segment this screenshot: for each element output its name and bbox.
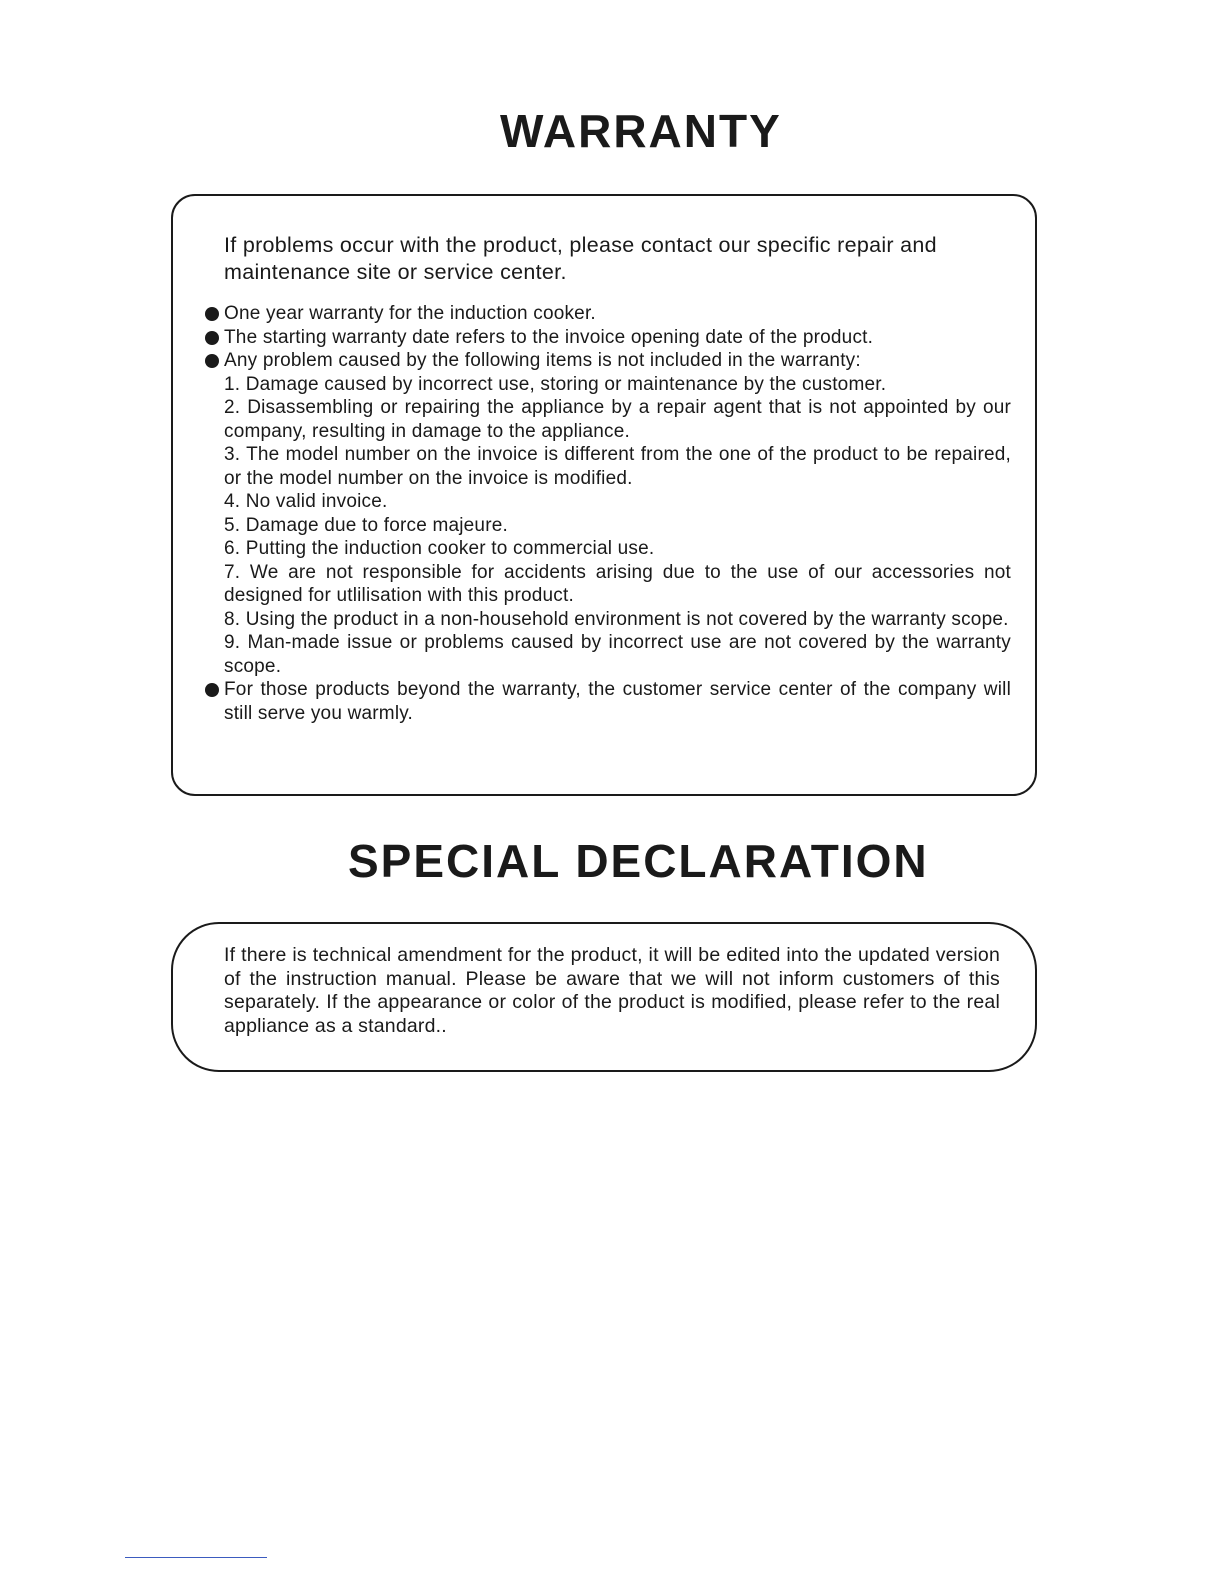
list-item-text: Any problem caused by the following items is not included in the warranty: [224,350,861,371]
list-item-text: One year warranty for the induction cooker. [224,303,596,324]
warranty-exclusion-item [224,490,1011,514]
list-item-text: 4. No valid invoice. [224,491,388,512]
list-item-text: 2. Disassembling or repairing the appliance by a repair agent that is not appointed by our company, resulting in damage to the appliance. [224,397,1011,442]
bullet-dot-icon [205,354,219,368]
bullet-dot-icon [205,307,219,321]
list-item-text: For those products beyond the warranty, the customer service center of the company will still serve you warmly. [224,679,1011,724]
warranty-bullet-item [224,326,1011,350]
list-item-text: 5. Damage due to force majeure. [224,514,508,536]
warranty-exclusion-item [224,631,1011,678]
list-item-text: 1. Damage caused by incorrect use, storing or maintenance by the customer. [224,373,887,395]
footer-rule [125,1557,267,1558]
list-item-text: 8. Using the product in a non-household environment is not covered by the warranty scope. [224,608,1009,630]
bullet-dot-icon [205,683,219,697]
declaration-title: SPECIAL DECLARATION [348,835,929,887]
warranty-exclusion-item [224,561,1011,608]
warranty-exclusion-item [224,443,1011,490]
warranty-exclusion-item [224,537,1011,561]
list-item-text: 6. Putting the induction cooker to commercial use. [224,538,655,559]
bullet-dot-icon [205,331,219,345]
list-item-text: 3. The model number on the invoice is different from the one of the product to be repaired, or the model number on the invoice is modified. [224,444,1011,489]
list-item-text: 9. Man-made issue or problems caused by incorrect use are not covered by the warranty scope. [224,632,1011,677]
warranty-bullet-item [224,302,1011,326]
warranty-exclusion-item [224,373,1011,397]
warranty-bullet-item [224,678,1011,725]
declaration-box [171,922,1037,1072]
warranty-intro: If problems occur with the product, please contact our specific repair and maintenance site or service center. [224,233,937,284]
warranty-bullet-item [224,349,1011,373]
warranty-exclusion-item [224,396,1011,443]
list-item-text: 7. We are not responsible for accidents arising due to the use of our accessories not designed for utlilisation with this product. [224,561,1011,606]
warranty-exclusion-item [224,514,1011,538]
list-item-text: The starting warranty date refers to the invoice opening date of the product. [224,326,874,348]
warranty-list [224,302,1011,725]
warranty-exclusion-item [224,608,1011,632]
warranty-title: WARRANTY [500,105,782,157]
warranty-box [171,194,1037,796]
declaration-text: If there is technical amendment for the product, it will be edited into the updated version of the instruction manual. Please be aware that we will not inform customers of this separately. If the appearance or color of the product is modified, please refer to the real appliance as a standard.. [224,944,1000,1037]
